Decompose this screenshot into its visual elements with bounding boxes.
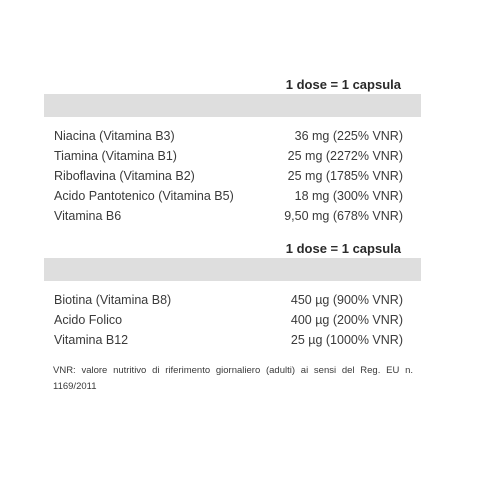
nutrition-table-1 (44, 72, 421, 226)
nutrient-name: Acido Folico (54, 313, 123, 327)
nutrient-name: Niacina (Vitamina B3) (54, 129, 175, 143)
nutrient-name: Vitamina B12 (54, 333, 129, 347)
table-2-rows (44, 281, 421, 350)
header-bar (44, 258, 421, 281)
nutrient-name: Vitamina B6 (54, 209, 122, 223)
table-2-header (44, 236, 421, 258)
table-row (44, 146, 421, 166)
nutrient-value: 36 mg (225% VNR) (294, 129, 403, 143)
header-bar (44, 94, 421, 117)
nutrient-value: 9,50 mg (678% VNR) (284, 209, 403, 223)
table-1-header (44, 72, 421, 94)
table-row (44, 186, 421, 206)
nutrient-value: 400 µg (200% VNR) (290, 313, 403, 327)
table-row (44, 166, 421, 186)
nutrient-value: 25 mg (1785% VNR) (287, 169, 403, 183)
table-row (44, 206, 421, 226)
table-row (44, 290, 421, 310)
nutrient-name: Riboflavina (Vitamina B2) (54, 169, 195, 183)
nutrient-value: 450 µg (900% VNR) (290, 293, 403, 307)
table-row (44, 126, 421, 146)
table-row (44, 330, 421, 350)
dose-header: 1 dose = 1 capsula (285, 241, 401, 256)
nutrient-name: Acido Pantotenico (Vitamina B5) (54, 189, 234, 203)
vnr-footnote: VNR: valore nutritivo di riferimento giornaliero (adulti) ai sensi del Reg. EU n. 1169/2011 (53, 364, 413, 392)
nutrient-value: 18 mg (300% VNR) (294, 189, 403, 203)
nutrient-value: 25 µg (1000% VNR) (290, 333, 403, 347)
nutrient-name: Biotina (Vitamina B8) (54, 293, 172, 307)
table-row (44, 310, 421, 330)
table-1-rows (44, 117, 421, 226)
nutrient-value: 25 mg (2272% VNR) (287, 149, 403, 163)
nutrient-name: Tiamina (Vitamina B1) (54, 149, 177, 163)
dose-header: 1 dose = 1 capsula (285, 77, 401, 92)
nutrition-table-2 (44, 236, 421, 350)
